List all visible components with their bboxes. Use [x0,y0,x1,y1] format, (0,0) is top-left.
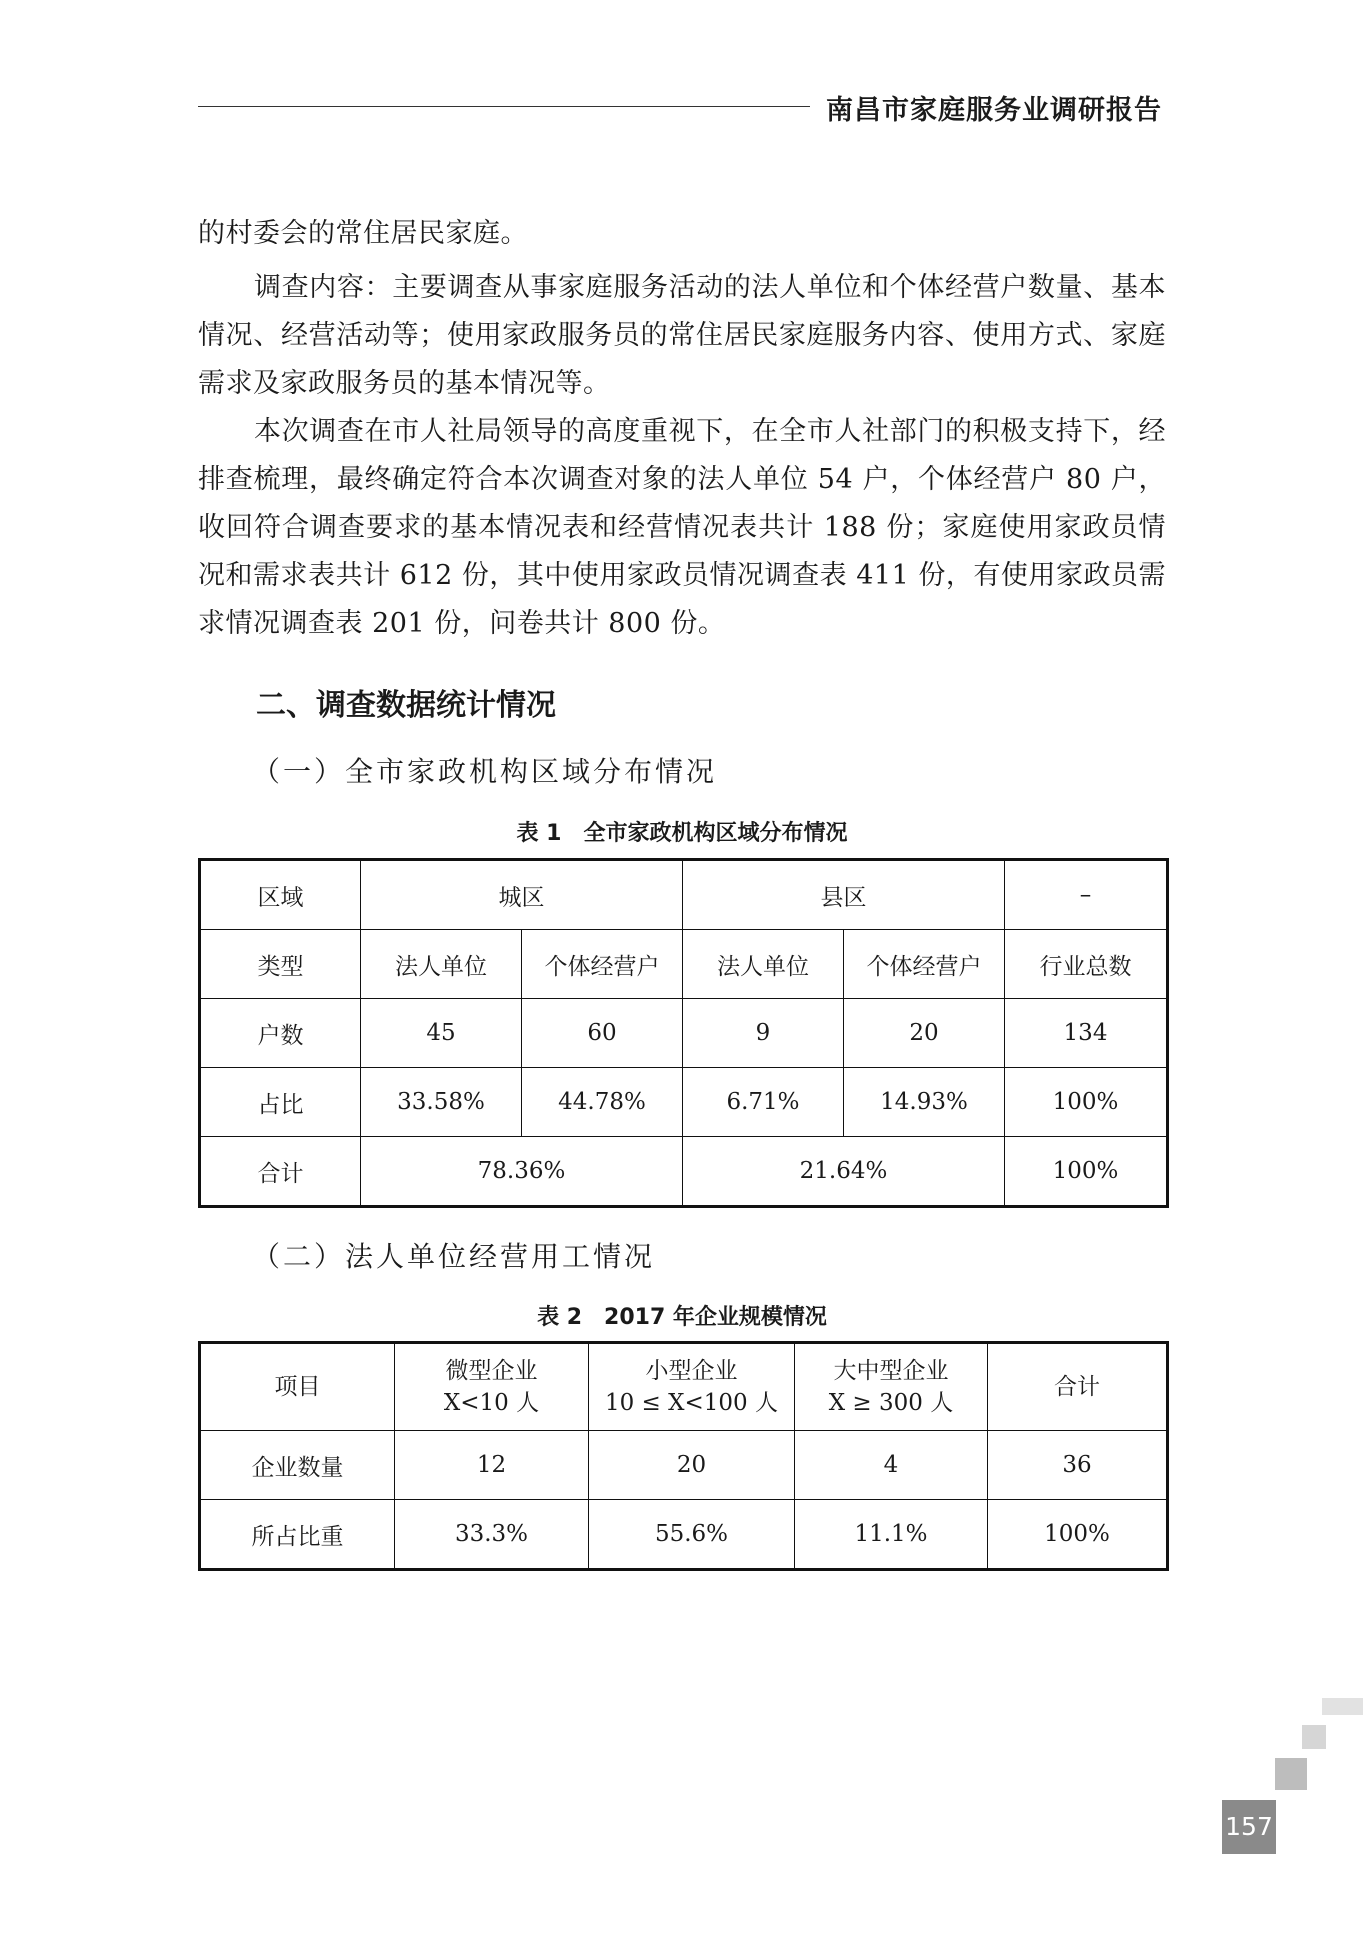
table-cell: 6.71% [683,1068,844,1137]
header-rule [198,106,810,107]
table-cell: 所占比重 [200,1500,395,1570]
table-cell: 区域 [200,860,361,930]
table-enterprise-scale [198,1341,1169,1571]
table-cell: 33.3% [395,1500,589,1570]
table-cell: 类型 [200,930,361,999]
table-cell: 合计 [200,1137,361,1207]
cell-line: X<10 人 [443,1390,540,1416]
cell-line: X ≥ 300 人 [828,1390,954,1416]
decorative-square [1322,1698,1363,1715]
table-row [200,999,1168,1068]
table-cell: 占比 [200,1068,361,1137]
table-cell: 行业总数 [1005,930,1168,999]
table-row [200,1500,1168,1570]
table-cell: 个体经营户 [522,930,683,999]
paragraph-survey-scope [198,408,1166,648]
sub-heading-1: （一）全市家政机构区域分布情况 [252,755,718,788]
table-cell: 100% [988,1500,1168,1570]
table-cell: – [1005,860,1168,930]
table-row [200,1343,1168,1431]
running-header-title: 南昌市家庭服务业调研报告 [826,95,1162,126]
decorative-square [1275,1758,1307,1790]
table-row [200,860,1168,930]
paragraph-text: 的村委会的常住居民家庭。 [198,218,528,249]
table-cell: 20 [844,999,1005,1068]
table-cell: 法人单位 [683,930,844,999]
table-cell: 55.6% [589,1500,795,1570]
table-cell: 60 [522,999,683,1068]
table-cell: 20 [589,1431,795,1500]
table-row [200,1068,1168,1137]
table-cell: 44.78% [522,1068,683,1137]
table-cell: 项目 [200,1343,395,1431]
table-cell: 45 [361,999,522,1068]
table1-caption: 表 1 全市家政机构区域分布情况 [516,821,848,846]
table-cell: 100% [1005,1137,1168,1207]
paragraph-text: 调查内容：主要调查从事家庭服务活动的法人单位和个体经营户数量、基本情况、经营活动等；使用家政服务员的常住居民家庭服务内容、使用方式、家庭需求及家政服务员的基本情况等。 [198,272,1166,399]
cell-line: 小型企业 [645,1358,738,1384]
cell-line: 10 ≤ X<100 人 [604,1390,779,1416]
table-cell: 11.1% [795,1500,988,1570]
cell-line: 微型企业 [445,1358,538,1384]
cell-line: 大中型企业 [833,1358,949,1384]
table-cell: 9 [683,999,844,1068]
table-cell: 134 [1005,999,1168,1068]
table2-caption: 表 2 2017 年企业规模情况 [537,1305,827,1330]
table-cell: 78.36% [361,1137,683,1207]
table-cell: 36 [988,1431,1168,1500]
table-cell [795,1343,988,1431]
page-number: 157 [1222,1800,1276,1854]
table-cell: 12 [395,1431,589,1500]
table-cell: 33.58% [361,1068,522,1137]
table-cell: 户数 [200,999,361,1068]
table-cell: 个体经营户 [844,930,1005,999]
sub-heading-2: （二）法人单位经营用工情况 [252,1240,656,1273]
table-cell: 4 [795,1431,988,1500]
decorative-square [1302,1725,1326,1749]
table-cell [395,1343,589,1431]
section-heading: 二、调查数据统计情况 [256,688,556,723]
table-regional-distribution [198,858,1169,1208]
table-cell: 21.64% [683,1137,1005,1207]
paragraph-text: 本次调查在市人社局领导的高度重视下，在全市人社部门的积极支持下，经排查梳理，最终确定符合本次调查对象的法人单位 54 户，个体经营户 80 户，收回符合调查要求的基本情况表和经营情况表共计 188 份；家庭使用家政员情况和需求表共计 612 份，其中使用家政员情况调查表 411 份，有使用家政员需求情况调查表 201 份，问卷共计 800 份。 [198,416,1166,639]
paragraph-survey-content [198,264,1166,408]
table-cell: 县区 [683,860,1005,930]
table-row [200,1137,1168,1207]
table-row [200,1431,1168,1500]
table-cell: 城区 [361,860,683,930]
table-cell: 100% [1005,1068,1168,1137]
table-cell: 合计 [988,1343,1168,1431]
table-cell: 法人单位 [361,930,522,999]
table-cell: 企业数量 [200,1431,395,1500]
table-row [200,930,1168,999]
paragraph-continuation [198,210,1166,258]
table-cell: 14.93% [844,1068,1005,1137]
table-cell [589,1343,795,1431]
